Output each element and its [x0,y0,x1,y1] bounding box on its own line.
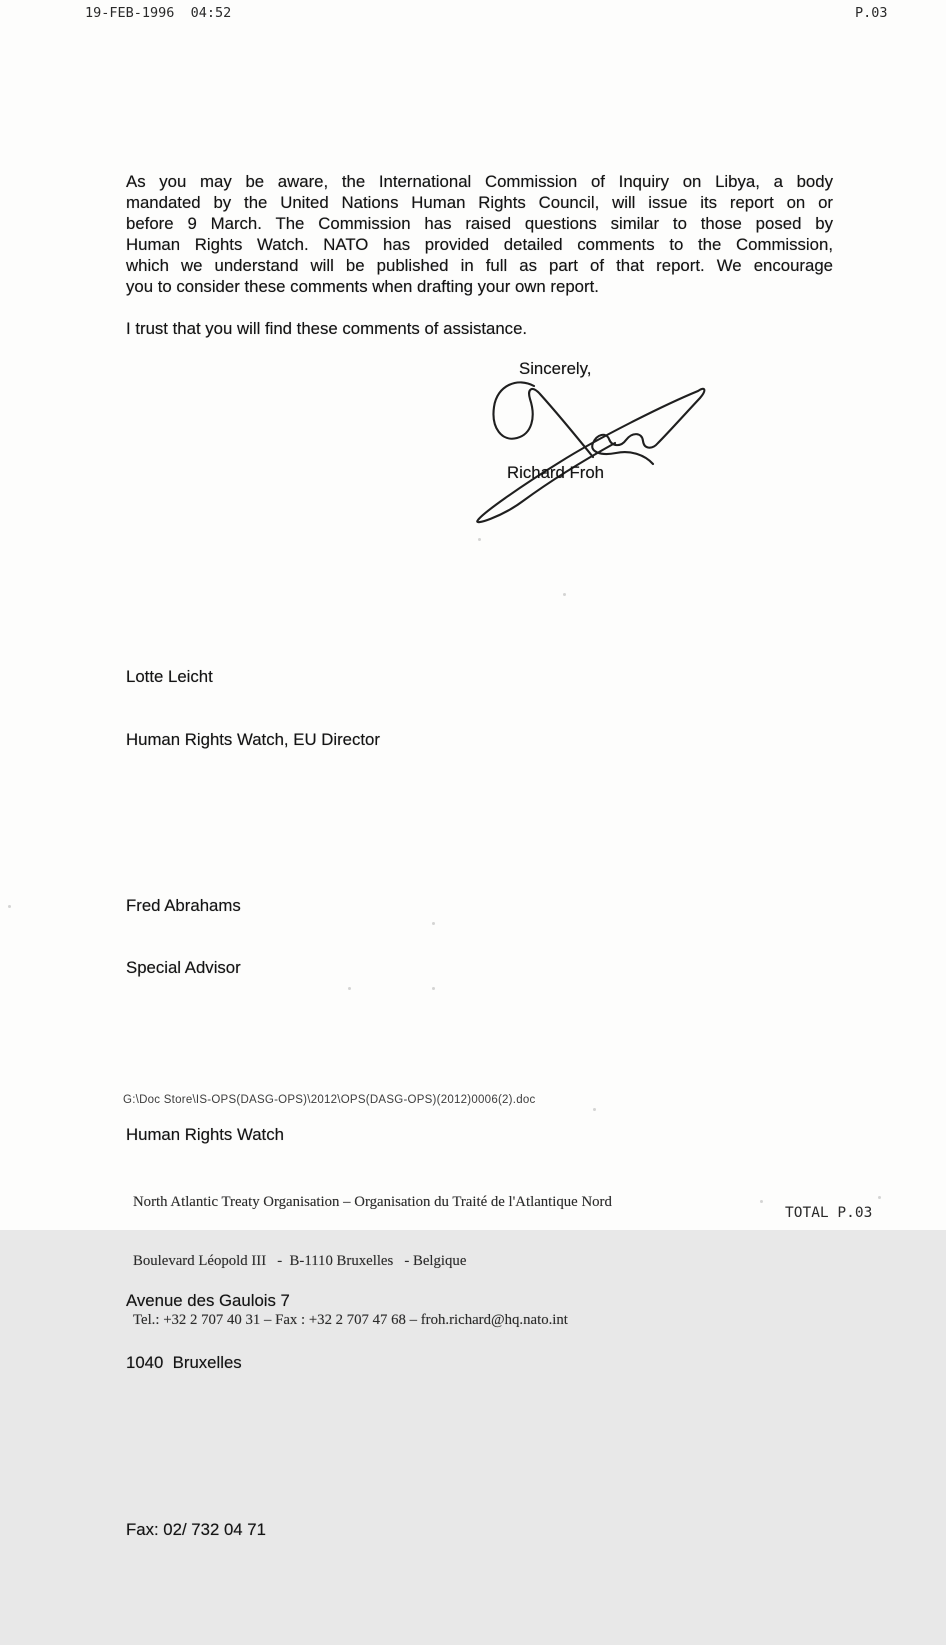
scan-speck [563,593,566,596]
file-reference: G:\Doc Store\IS-OPS(DASG-OPS)\2012\OPS(DASG-OPS)(2012)0006(2).doc [123,1094,536,1106]
scan-speck [593,1108,596,1111]
scan-speck [432,922,435,925]
letterhead-footer [133,1154,612,1370]
body-line: mandated by the United Nations Human Rights Council, will issue its report on or [126,193,833,212]
closing-line: I trust that you will find these comments of assistance. [126,319,528,338]
body-line: you to consider these comments when drafting your own report. [126,277,599,296]
body-line: before 9 March. The Commission has raised questions similar to those posed by [126,214,833,233]
scan-speck [432,987,435,990]
recipient-line: Special Advisor [126,958,241,978]
body-line: As you may be aware, the International Commission of Inquiry on Libya, a body [126,172,833,191]
scan-speck [348,987,351,990]
letter-body-paragraph [126,171,833,297]
recipient-line: Fred Abrahams [126,895,241,915]
recipient-group [126,626,380,792]
scan-speck [8,905,11,908]
fax-timestamp: 19-FEB-1996 04:52 [85,5,232,21]
valediction: Sincerely, [519,359,592,378]
fax-total-page: TOTAL P.03 [785,1205,873,1221]
signer-name: Richard Froh [507,463,604,482]
recipient-line: Human Rights Watch [126,1124,284,1144]
recipient-group [126,1478,380,1582]
recipient-line: 1040 Bruxelles [126,1353,242,1373]
fax-page-number: P.03 [855,5,888,21]
footer-address-line: Boulevard Léopold III - B-1110 Bruxelles - Belgique [133,1252,467,1269]
footer-contact-line: Tel.: +32 2 707 40 31 – Fax : +32 2 707 47 68 – froh.richard@hq.nato.int [133,1311,568,1328]
signature-ink [468,376,720,528]
recipient-group [126,854,380,1020]
scan-speck [478,538,481,541]
body-line: which we understand will be published in full as part of that report. We encourage [126,256,833,275]
recipient-line: Lotte Leicht [126,667,213,687]
recipient-line: Human Rights Watch, EU Director [126,729,380,749]
scan-speck [760,1200,763,1203]
body-line: Human Rights Watch. NATO has provided detailed comments to the Commission, [126,235,833,254]
recipient-fax-line: Fax: 02/ 732 04 71 [126,1519,266,1539]
footer-org-line: North Atlantic Treaty Organisation – Organisation du Traité de l'Atlantique Nord [133,1194,612,1211]
recipient-block [126,584,380,1645]
recipient-line: Avenue des Gaulois 7 [126,1291,290,1311]
scan-speck [878,1196,881,1199]
